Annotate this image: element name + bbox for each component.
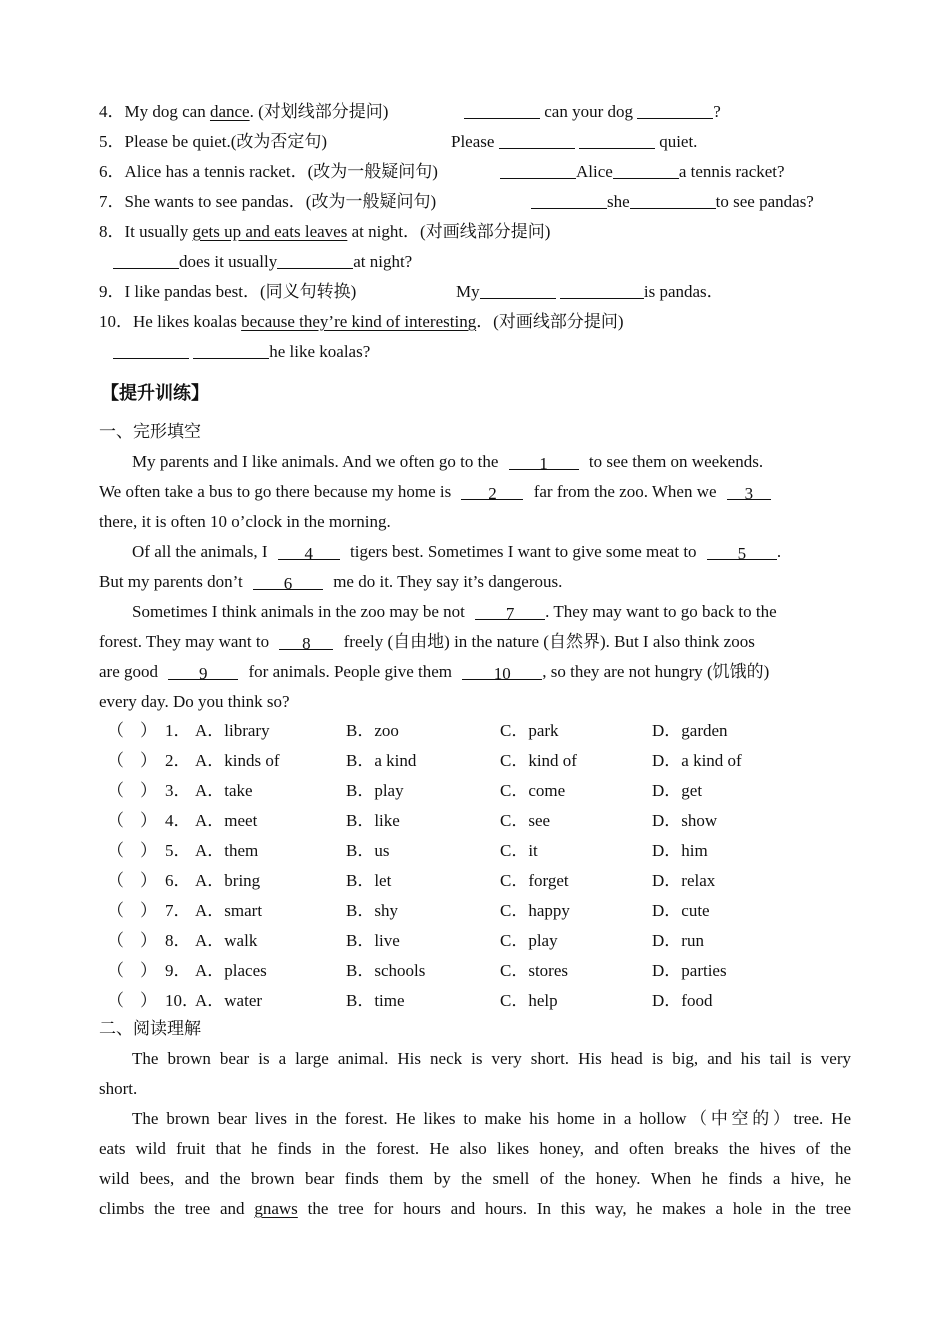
cloze-text: to see them on weekends. <box>588 452 764 471</box>
cloze-title: 一、完形填空 <box>99 422 201 441</box>
answer-bracket: ） <box>140 841 157 860</box>
option-c[interactable]: C．stores <box>500 961 568 980</box>
cloze-blank[interactable]: 6 <box>253 573 323 590</box>
question-text: She wants to see pandas．(改为一般疑问句) <box>124 192 437 211</box>
option-b[interactable]: B．zoo <box>346 721 399 740</box>
question-number: 7． <box>99 192 125 211</box>
answer-text: she <box>607 192 630 211</box>
reading-line: The brown bear lives in the forest. He likes to make his home in a hollow（中空的）tree. He <box>132 1109 851 1128</box>
question-number: 5． <box>99 132 125 151</box>
answer-blank[interactable] <box>500 162 576 179</box>
option-c[interactable]: C．play <box>500 931 558 950</box>
answer-bracket: ） <box>140 871 157 890</box>
answer-8 <box>113 251 412 273</box>
cloze-blank[interactable]: 10 <box>462 663 542 680</box>
option-d[interactable]: D．food <box>652 991 713 1010</box>
answer-bracket[interactable]: （ <box>107 781 124 800</box>
cloze-text: tigers best. Sometimes I want to give some meat to <box>350 542 697 561</box>
option-d[interactable]: D．show <box>652 811 718 830</box>
answer-bracket[interactable]: （ <box>107 751 124 770</box>
cloze-line-2 <box>99 481 771 503</box>
option-c[interactable]: C．park <box>500 721 559 740</box>
option-d[interactable]: D．run <box>652 931 704 950</box>
cloze-line-8 <box>99 661 769 683</box>
reading-line: eats wild fruit that he finds in the forest. He also likes honey, and often breaks the hives of the <box>99 1139 851 1158</box>
option-c[interactable]: C．happy <box>500 901 570 920</box>
question-10 <box>99 311 624 333</box>
answer-bracket: ） <box>140 961 157 980</box>
underlined-word: gnaws <box>254 1199 298 1218</box>
cloze-line-4 <box>132 541 781 563</box>
answer-text: he like koalas? <box>269 342 371 361</box>
reading-line: wild bees, and the brown bear finds them by the smell of the honey. When he finds a hive, he <box>99 1169 851 1188</box>
option-a[interactable]: A．take <box>195 781 253 800</box>
option-b[interactable]: B．us <box>346 841 390 860</box>
question-7 <box>99 191 436 213</box>
option-d[interactable]: D．cute <box>652 901 710 920</box>
option-b[interactable]: B．like <box>346 811 400 830</box>
reading-text: climbs the tree and <box>99 1199 255 1218</box>
answer-blank[interactable] <box>499 132 575 149</box>
option-c[interactable]: C．come <box>500 781 566 800</box>
option-number: 3． <box>165 781 191 800</box>
question-text: I like pandas best．(同义句转换) <box>124 282 357 301</box>
question-number: 6． <box>99 162 125 181</box>
reading-text: the tree for hours and hours. In this way, he makes a hole in the tree <box>297 1199 851 1218</box>
answer-bracket: ） <box>140 721 157 740</box>
answer-6 <box>500 161 785 183</box>
option-d[interactable]: D．a kind of <box>652 751 742 770</box>
answer-bracket: ） <box>140 781 157 800</box>
answer-blank[interactable] <box>637 102 713 119</box>
option-a[interactable]: A．them <box>195 841 259 860</box>
option-number: 7． <box>165 901 191 920</box>
option-c[interactable]: C．it <box>500 841 538 860</box>
cloze-line-5 <box>99 571 562 593</box>
question-instruction: . (对划线部分提问) <box>249 102 389 121</box>
option-c[interactable]: C．forget <box>500 871 569 890</box>
answer-text: a tennis racket? <box>678 162 785 181</box>
answer-text: does it usually <box>179 252 278 271</box>
cloze-blank[interactable]: 4 <box>278 543 340 560</box>
cloze-blank[interactable]: 2 <box>461 483 523 500</box>
option-a[interactable]: A．smart <box>195 901 263 920</box>
option-b[interactable]: B．let <box>346 871 392 890</box>
question-8 <box>99 221 550 243</box>
cloze-text: are good <box>99 662 159 681</box>
question-number: 8． <box>99 222 125 241</box>
option-d[interactable]: D．parties <box>652 961 727 980</box>
answer-bracket: ） <box>140 811 157 830</box>
cloze-text: freely (自由地) in the nature (自然界). But I also think zoos <box>343 632 755 651</box>
option-b[interactable]: B．live <box>346 931 400 950</box>
answer-blank[interactable] <box>480 282 556 299</box>
option-d[interactable]: D．relax <box>652 871 716 890</box>
option-a[interactable]: A．kinds of <box>195 751 280 770</box>
option-number: 10． <box>165 991 199 1010</box>
answer-4 <box>464 101 721 123</box>
cloze-text: far from the zoo. When we <box>533 482 717 501</box>
answer-bracket: ） <box>140 991 157 1010</box>
answer-bracket[interactable]: （ <box>107 991 124 1010</box>
answer-text: quiet. <box>654 132 698 151</box>
question-4 <box>99 101 388 123</box>
option-number: 8． <box>165 931 191 950</box>
option-c[interactable]: C．kind of <box>500 751 577 770</box>
answer-text: is pandas． <box>643 282 724 301</box>
cloze-text: . <box>776 542 782 561</box>
section-title: 【提升训练】 <box>101 383 209 403</box>
cloze-line-6 <box>132 601 777 623</box>
cloze-text: But my parents don’t <box>99 572 243 591</box>
option-b[interactable]: B．shy <box>346 901 398 920</box>
answer-blank[interactable] <box>579 132 655 149</box>
answer-bracket[interactable]: （ <box>107 931 124 950</box>
answer-blank[interactable] <box>531 192 607 209</box>
option-a[interactable]: A．walk <box>195 931 258 950</box>
cloze-text: , so they are not hungry (饥饿的) <box>542 662 770 681</box>
question-text: My dog can <box>124 102 210 121</box>
answer-blank[interactable] <box>464 102 540 119</box>
option-a[interactable]: A．library <box>195 721 270 740</box>
question-number: 10． <box>99 312 133 331</box>
option-a[interactable]: A．places <box>195 961 267 980</box>
answer-bracket[interactable]: （ <box>107 961 124 980</box>
answer-9 <box>456 281 724 303</box>
option-d[interactable]: D．garden <box>652 721 728 740</box>
question-number: 4． <box>99 102 125 121</box>
reading-line <box>99 1198 851 1220</box>
option-number: 2． <box>165 751 191 770</box>
option-a[interactable]: A．water <box>195 991 263 1010</box>
option-b[interactable]: B．play <box>346 781 404 800</box>
answer-7 <box>531 191 814 213</box>
cloze-blank[interactable]: 7 <box>475 603 545 620</box>
underlined-text: gets up and eats leaves <box>192 222 348 241</box>
answer-text: can your dog <box>540 102 638 121</box>
question-number: 9． <box>99 282 125 301</box>
question-9 <box>99 281 356 303</box>
answer-blank[interactable] <box>630 192 716 209</box>
answer-5 <box>451 131 697 153</box>
underlined-text: dance <box>209 102 250 121</box>
answer-text: at night? <box>353 252 413 271</box>
cloze-blank[interactable]: 3 <box>727 483 771 500</box>
reading-title: 二、阅读理解 <box>99 1019 201 1038</box>
cloze-text: . They may want to go back to the <box>545 602 777 621</box>
question-text: He likes koalas <box>133 312 242 331</box>
question-text: Please be quiet.(改为否定句) <box>124 132 328 151</box>
option-b[interactable]: B．schools <box>346 961 426 980</box>
answer-bracket[interactable]: （ <box>107 901 124 920</box>
answer-text: Please <box>451 132 499 151</box>
question-text: It usually <box>124 222 193 241</box>
question-instruction: at night．(对画线部分提问) <box>347 222 551 241</box>
answer-bracket: ） <box>140 901 157 920</box>
answer-10 <box>113 341 370 363</box>
option-number: 4． <box>165 811 191 830</box>
answer-blank[interactable] <box>277 252 353 269</box>
underlined-text: because they’re kind of interesting <box>241 312 477 331</box>
cloze-text: forest. They may want to <box>99 632 270 651</box>
cloze-line-9: every day. Do you think so? <box>99 692 290 711</box>
answer-blank[interactable] <box>193 342 269 359</box>
option-number: 9． <box>165 961 191 980</box>
option-a[interactable]: A．meet <box>195 811 258 830</box>
option-d[interactable]: D．him <box>652 841 708 860</box>
answer-text: Alice <box>576 162 613 181</box>
cloze-line-3: there, it is often 10 o’clock in the morning. <box>99 512 391 531</box>
option-b[interactable]: B．time <box>346 991 405 1010</box>
answer-blank[interactable] <box>613 162 679 179</box>
answer-text: My <box>456 282 480 301</box>
answer-bracket[interactable]: （ <box>107 841 124 860</box>
answer-bracket: ） <box>140 931 157 950</box>
cloze-blank[interactable]: 8 <box>279 633 333 650</box>
answer-bracket[interactable]: （ <box>107 871 124 890</box>
question-text: Alice has a tennis racket．(改为一般疑问句) <box>124 162 438 181</box>
option-number: 1． <box>165 721 191 740</box>
reading-line: short. <box>99 1079 138 1098</box>
answer-text: ? <box>713 102 721 121</box>
cloze-text: My parents and I like animals. And we often go to the <box>132 452 499 471</box>
cloze-text: Sometimes I think animals in the zoo may be not <box>132 602 465 621</box>
option-number: 5． <box>165 841 191 860</box>
answer-text: to see pandas? <box>715 192 814 211</box>
option-d[interactable]: D．get <box>652 781 703 800</box>
cloze-text: me do it. They say it’s dangerous. <box>333 572 563 591</box>
answer-bracket[interactable]: （ <box>107 721 124 740</box>
cloze-line-7 <box>99 631 755 653</box>
question-6 <box>99 161 438 183</box>
cloze-blank[interactable]: 1 <box>509 453 579 470</box>
answer-blank[interactable] <box>113 252 179 269</box>
answer-blank[interactable] <box>560 282 644 299</box>
answer-bracket[interactable]: （ <box>107 811 124 830</box>
cloze-line-1 <box>132 451 763 473</box>
question-5 <box>99 131 327 153</box>
option-c[interactable]: C．help <box>500 991 558 1010</box>
option-c[interactable]: C．see <box>500 811 551 830</box>
cloze-text: for animals. People give them <box>248 662 452 681</box>
cloze-blank[interactable]: 5 <box>707 543 777 560</box>
option-a[interactable]: A．bring <box>195 871 261 890</box>
answer-bracket: ） <box>140 751 157 770</box>
cloze-blank[interactable]: 9 <box>168 663 238 680</box>
cloze-text: We often take a bus to go there because my home is <box>99 482 452 501</box>
answer-blank[interactable] <box>113 342 189 359</box>
cloze-text: Of all the animals, I <box>132 542 268 561</box>
reading-line: The brown bear is a large animal. His neck is very short. His head is big, and his tail is very <box>132 1049 851 1068</box>
option-b[interactable]: B．a kind <box>346 751 417 770</box>
question-instruction: ．(对画线部分提问) <box>476 312 624 331</box>
option-number: 6． <box>165 871 191 890</box>
